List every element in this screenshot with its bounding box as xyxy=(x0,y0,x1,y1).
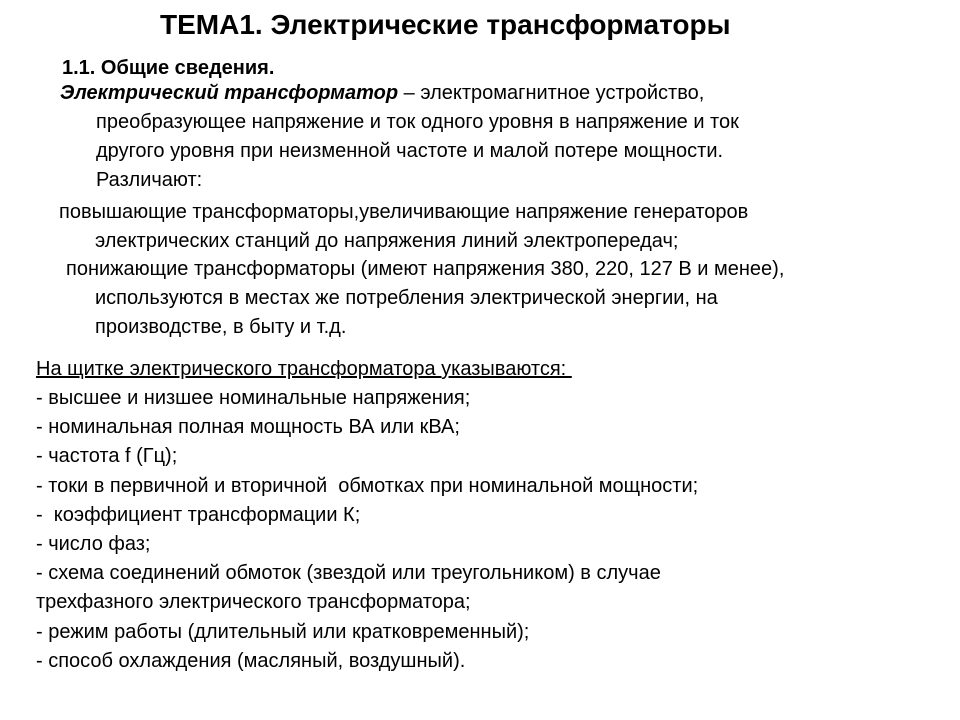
definition-line: другого уровня при неизменной частоте и малой потере мощности. xyxy=(96,140,724,162)
list-item-line: - способ охлаждения (масляный, воздушный). xyxy=(36,649,466,672)
step-up-line: электрических станций до напряжения линий электропередач; xyxy=(95,230,679,252)
definition-line: преобразующее напряжение и ток одного уровня в напряжение и ток xyxy=(96,111,739,133)
step-up-transformers-paragraph xyxy=(59,198,748,256)
list-item-line: трехфазного электрического трансформатора; xyxy=(36,591,471,614)
list-item-line: - номинальная полная мощность ВА или кВА; xyxy=(36,416,460,439)
list-item xyxy=(36,442,698,471)
step-up-line: повышающие трансформаторы,увеличивающие напряжение генераторов xyxy=(59,201,749,223)
list-item xyxy=(36,413,698,442)
list-item xyxy=(36,501,698,530)
list-item-line: - режим работы (длительный или кратковременный); xyxy=(36,620,530,643)
step-down-line: понижающие трансформаторы (имеют напряжения 380, 220, 127 В и менее), xyxy=(66,258,785,280)
definition-term: Электрический трансформатор xyxy=(60,82,399,104)
list-item xyxy=(36,530,698,559)
rating-plate-heading: На щитке электрического трансформатора указываются: xyxy=(36,358,572,380)
definition-first-line-rest: – электромагнитное устройство, xyxy=(398,82,705,104)
list-item xyxy=(36,559,698,617)
section-subtitle: 1.1. Общие сведения. xyxy=(62,57,275,79)
rating-plate-section xyxy=(36,355,698,676)
list-item xyxy=(36,472,698,501)
step-down-line: производстве, в быту и т.д. xyxy=(95,316,347,338)
slide-title: ТЕМА1. Электрические трансформаторы xyxy=(160,9,731,40)
list-item xyxy=(36,647,698,676)
list-item xyxy=(36,384,698,413)
list-item-line: - частота f (Гц); xyxy=(36,445,178,468)
list-item-line: - схема соединений обмоток (звездой или треугольником) в случае xyxy=(36,562,661,585)
definition-paragraph xyxy=(60,79,739,195)
list-item-line: - коэффициент трансформации К; xyxy=(36,503,361,526)
step-down-transformers-paragraph xyxy=(59,255,784,342)
list-item-line: - токи в первичной и вторичной обмотках при номинальной мощности; xyxy=(36,474,699,497)
definition-first-line xyxy=(60,79,739,108)
definition-line: Различают: xyxy=(96,169,203,191)
list-item-line: - высшее и низшее номинальные напряжения; xyxy=(36,387,471,409)
rating-plate-list xyxy=(36,384,698,676)
list-item xyxy=(36,618,698,647)
list-item-line: - число фаз; xyxy=(36,532,151,555)
step-down-line: используются в местах же потребления электрической энергии, на xyxy=(95,287,718,309)
